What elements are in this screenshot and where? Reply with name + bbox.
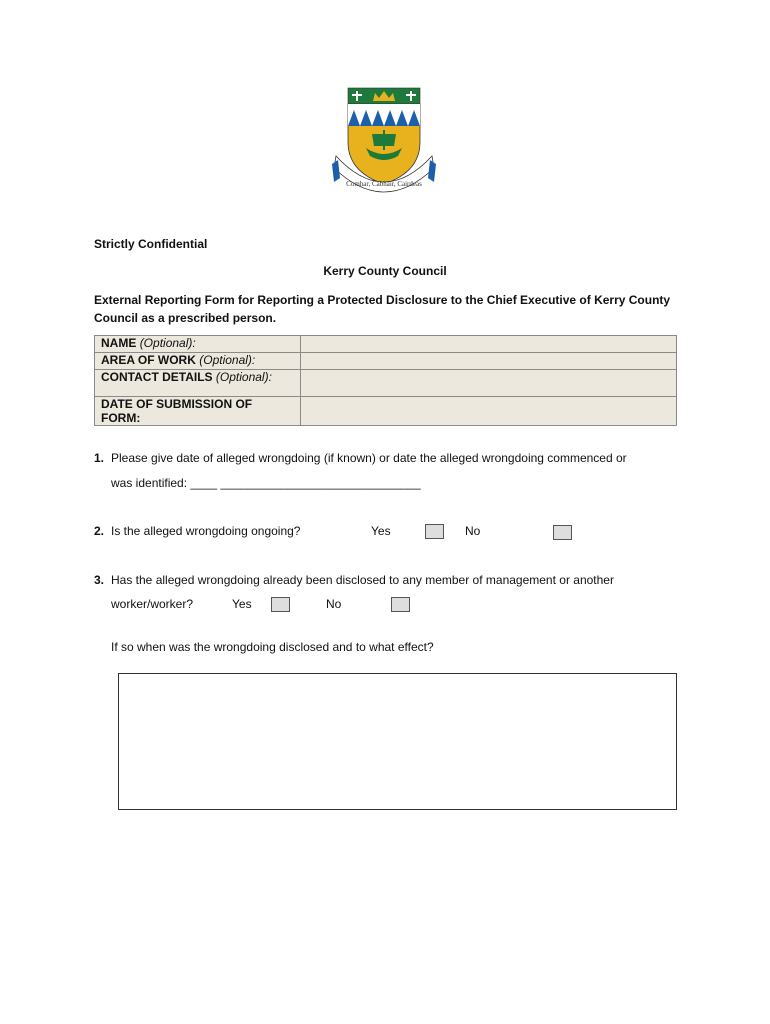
question-3 (94, 573, 680, 587)
q2-no-checkbox[interactable] (553, 525, 572, 540)
council-title: Kerry County Council (323, 264, 447, 278)
area-of-work-field[interactable] (300, 353, 676, 370)
confidentiality-label: Strictly Confidential (94, 237, 208, 251)
form-title: External Reporting Form for Reporting a Protected Disclosure to the Chief Executive of Kerry County Council as a prescribed person. (94, 293, 671, 325)
question-3-continuation: worker/worker? (111, 597, 194, 611)
date-of-submission-field[interactable] (300, 397, 676, 426)
q3-yes-label: Yes (232, 597, 252, 611)
kerry-crest-logo (328, 86, 440, 198)
q3-no-label: No (326, 597, 342, 611)
question-text: Has the alleged wrongdoing already been disclosed to any member of management or another (111, 573, 614, 587)
q2-no-label: No (465, 524, 481, 538)
name-label: NAME (Optional): (95, 336, 301, 353)
contact-details-label: CONTACT DETAILS (Optional): (95, 370, 301, 397)
area-of-work-label: AREA OF WORK (Optional): (95, 353, 301, 370)
question-1-continuation[interactable]: was identified: ____ ______________________________ (111, 476, 421, 490)
disclosure-details-textarea[interactable] (118, 673, 677, 810)
question-number: 3. (94, 573, 105, 587)
question-1 (94, 451, 680, 465)
q3-no-checkbox[interactable] (391, 597, 410, 612)
question-number: 2. (94, 524, 105, 538)
date-of-submission-label: DATE OF SUBMISSION OF FORM: (95, 397, 301, 426)
details-table (94, 335, 677, 426)
name-field[interactable] (300, 336, 676, 353)
question-number: 1. (94, 451, 105, 465)
question-text: Please give date of alleged wrongdoing (if known) or date the alleged wrongdoing commenced or (111, 451, 627, 465)
question-text: Is the alleged wrongdoing ongoing? (111, 524, 301, 538)
q2-yes-label: Yes (371, 524, 391, 538)
contact-details-field[interactable] (300, 370, 676, 397)
svg-text:Comhar, Cabhair, Cairdeas: Comhar, Cabhair, Cairdeas (346, 180, 422, 188)
q3-yes-checkbox[interactable] (271, 597, 290, 612)
q3-follow-up-question: If so when was the wrongdoing disclosed and to what effect? (111, 640, 434, 654)
q2-yes-checkbox[interactable] (425, 524, 444, 539)
